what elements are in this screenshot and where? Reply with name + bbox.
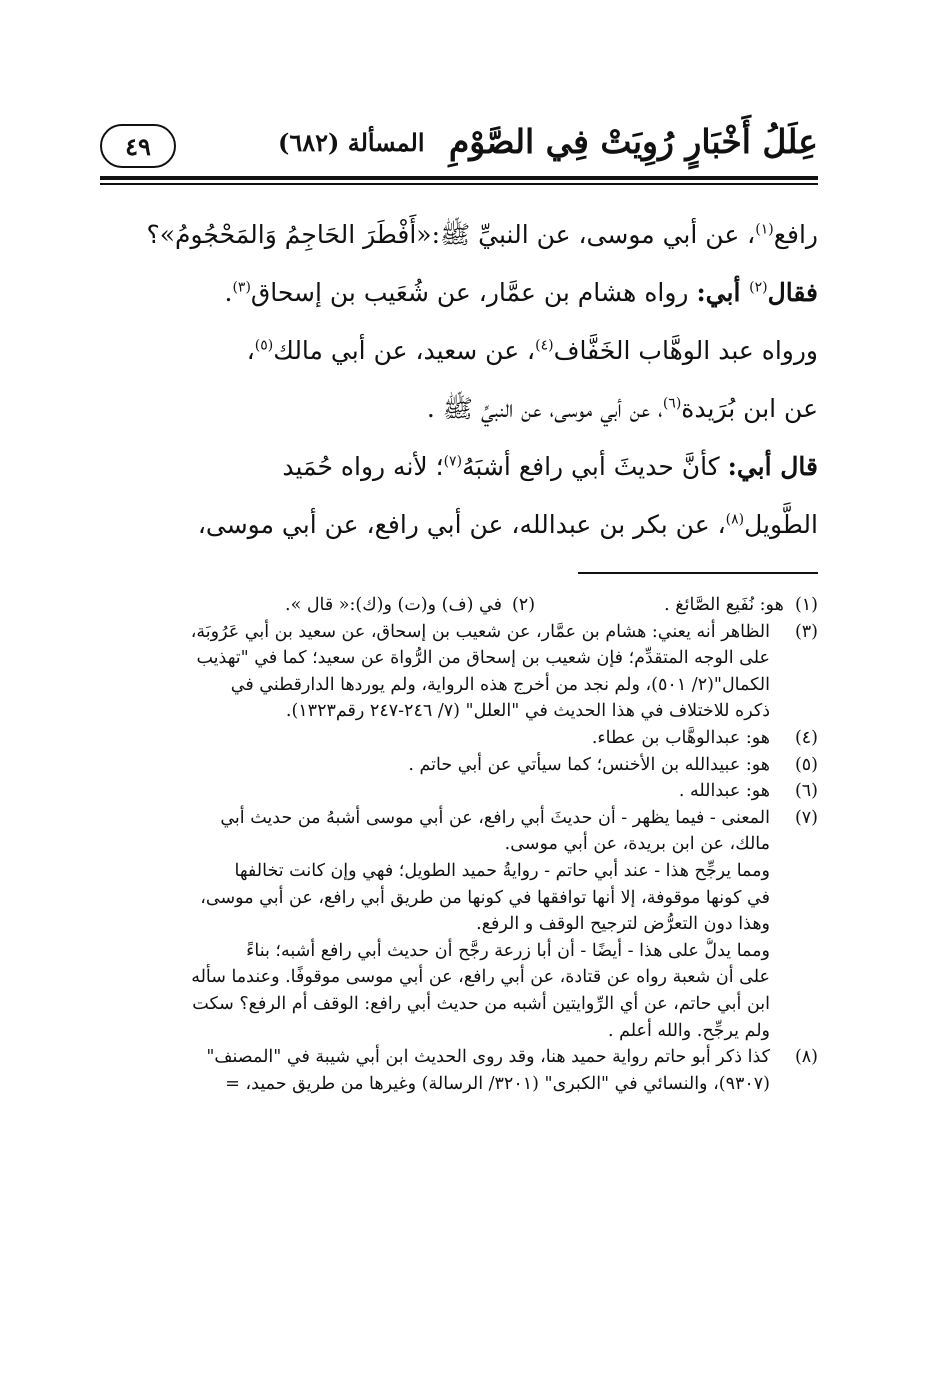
main-line-1: رافع$^{(١)}$، عن أبي موسى، عن النبيِّ ﷺ:«أَفْطَرَ الحَاجِمُ وَالمَحْجُومُ»؟ (146, 220, 818, 249)
main-line-2: فقال$^{(٢)}$ أبي: رواه هشام بن عمَّار، عن شُعَيب بن إسحاق$^{(٣)}$. (224, 278, 818, 307)
main-line-3: ورواه عبد الوهَّاب الخَفَّاف$^{(٤)}$، عن سعيد، عن أبي مالك$^{(٥)}$، (246, 336, 818, 365)
footnote-4: (٤) هو: عبدالوهَّاب بن عطاء. (591, 727, 818, 748)
footnote-ref-3[interactable]: (٣) (232, 279, 251, 296)
main-line-5: قال أبي: كأنَّ حديثَ أبي رافع أشبَهُ$^{(٧)}$؛ لأنه رواه حُمَيد (282, 452, 818, 481)
footnote-3: (٣) الظاهر أنه يعني: هشام بن عمَّار، عن شعيب بن إسحاق، عن سعيد بن أبي عَرُوبَة، على الوجه المتقدِّم؛ فإن شعيب بن إسحاق من الرُّواة عن سعيد؛ كما في "تهذيب الكمال"(٢/ ٥٠١)، ولم نجد من أخرج هذه الرواية، ولم يوردها الدارقطني في ذكره للاختلاف في هذا الحديث في "العلل" (٧/ ٢٤٦-٢٤٧ رقم١٣٢٣). (190, 621, 818, 722)
main-line-4: عن ابن بُرَيدة$^{(٦)}$، عن أبي موسى، عن النبيِّ ﷺ . (426, 394, 818, 423)
footnote-7: (٧) المعنى - فيما يظهر - أن حديثَ أبي رافع، عن أبي موسى أشبهُ من حديث أبي مالك، عن ابن بريدة، عن أبي موسى. ومما يرجِّح هذا - عند أبي حاتم - روايةُ حميد الطويل؛ فهي وإن كانت تخالفها في كونها موقوفة، إلا أنها توافقها في كونها من طريق أبي رافع، عن أبي موسى، وهذا دون التعرُّض لترجيح الوقف و الرفع. ومما يدلُّ على هذا - أيضًا - أن أبا زرعة رجَّح أن حديث أبي رافع أشبه؛ بناءً على أن شعبة رواه عن قتادة، عن أبي رافع، عن أبي موسى موقوفًا. وعندما سأله ابن أبي حاتم، عن أي الرِّوايتين أشبه من حديث أبي رافع: الوقف أم الرفع؟ سكت ولم يرجِّح. والله أعلم . (191, 807, 818, 1041)
footnote-6: (٦) هو: عبدالله . (678, 781, 818, 802)
header-rule-thick (100, 176, 818, 180)
footnote-ref-2[interactable]: (٢) (749, 279, 768, 296)
section-label: المسألة (٦٨٢) (278, 128, 425, 157)
footnote-ref-8[interactable]: (٨) (725, 511, 745, 528)
page-number: ٤٩ (100, 124, 176, 168)
footnote-ref-5[interactable]: (٥) (254, 337, 274, 354)
main-text (100, 206, 818, 554)
main-line-6: الطَّويل$^{(٨)}$، عن بكر بن عبدالله، عن أبي رافع، عن أبي موسى، (197, 510, 818, 539)
footnotes (100, 592, 818, 1097)
footnote-ref-6[interactable]: (٦) (662, 395, 682, 412)
footnote-ref-7[interactable]: (٧) (443, 453, 463, 470)
footnote-5: (٥) هو: عبيدالله بن الأخنس؛ كما سيأتي عن أبي حاتم . (408, 754, 818, 775)
footnote-separator (578, 572, 818, 574)
footnote-ref-1[interactable]: (١) (755, 221, 774, 238)
running-title: عِلَلُ أَخْبَارٍ رُوِيَتْ فِي الصَّوْمِ (448, 122, 818, 161)
footnote-ref-4[interactable]: (٤) (535, 337, 554, 354)
footnote-1: (١) هو: نُفَيع الصَّائغ . (664, 595, 818, 615)
footnote-8: (٨) كذا ذكر أبو حاتم رواية حميد هنا، وقد روى الحديث ابن أبي شيبة في "المصنف" (٩٣٠٧)، والنسائي في "الكبرى" (٣٢٠١/ الرسالة) وغيرها من طريق حميد، = (206, 1047, 818, 1094)
header-rule-thin (100, 183, 818, 185)
footnote-1-2 (100, 592, 818, 619)
page-header (100, 118, 818, 180)
footnote-2: (٢)في (ف) و(ت) و(ك):« قال ». (285, 595, 536, 615)
